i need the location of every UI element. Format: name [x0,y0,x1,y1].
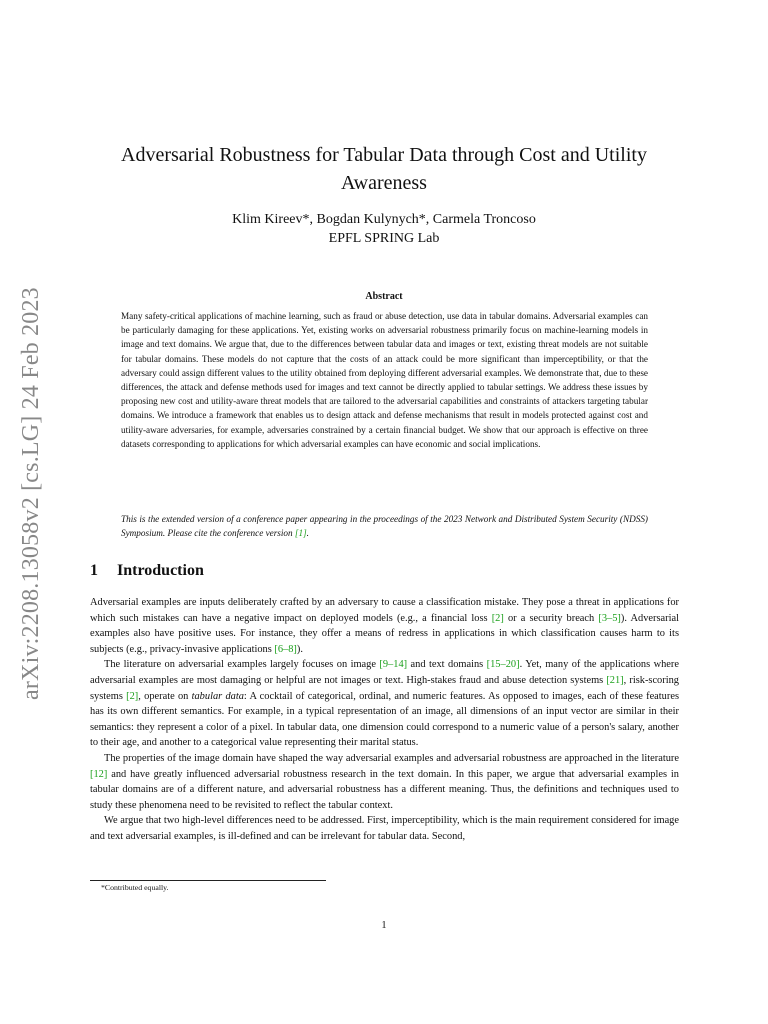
affiliation: EPFL SPRING Lab [328,231,440,246]
footnote: *Contributed equally. [101,883,169,892]
section-body [90,595,679,845]
paragraph [90,657,679,751]
citation-link[interactable]: [6–8] [274,643,297,655]
section-title: Introduction [117,562,204,579]
citation-link[interactable]: [9–14] [379,659,408,671]
section-heading [90,562,204,580]
abstract-text: Many safety-critical applications of machine learning, such as fraud or abuse detection, use data in tabular domains. Adversarial examples can be particularly damaging for these applications. Yet, existing works on adversarial robustness primarily focus on machine-learning models in image and text domains. We argue that, due to the differences between tabular data and images or text, existing threat models are not suitable for tabular domains. These models do not capture that the costs of an attack could be more significant than imperceptibility, or that the adversary could assign different values to the utility obtained from deploying different adversarial examples. We demonstrate that, due to these differences, the attack and defense methods used for images and text cannot be directly applied to tabular settings. We address these issues by proposing new cost and utility-aware threat models that are tailored to the adversarial capabilities and constraints of attackers targeting tabular domains. We introduce a framework that enables us to design attack and defense mechanisms that result in models protected against cost and utility-aware adversaries, for example, adversaries constrained by a certain financial budget. We show that our approach is effective on three datasets corresponding to applications for which adversarial examples can have economic and social implications. [121,311,648,449]
paragraph-text: The literature on adversarial examples largely focuses on image [104,659,380,671]
citation-link[interactable]: [2] [491,612,504,624]
citation-link[interactable]: [15–20] [486,659,520,671]
author-list: Klim Kireev*, Bogdan Kulynych*, Carmela Troncoso [232,212,536,227]
paragraph-text: . Yet, many of the applications where adversarial examples are most damaging or helpful are not images or text. High-stakes fraud and abuse detection systems [90,659,679,686]
paragraph-text: ). Adversarial examples also have positive uses. For instance, they offer a means of redress in applications in which classification causes harm to its subjects (e.g., privacy-invasive applications [90,612,679,655]
footnote-divider [90,880,326,881]
paragraph: We argue that two high-level differences need to be addressed. First, imperceptibility, which is the main requirement considered for image and text adversarial examples, is ill-defined and can be irrelevant for tabular data. Second, [90,815,679,842]
paragraph-text: ). [296,643,303,655]
paragraph-text: or a security breach [503,612,599,624]
citation-link[interactable]: [1] [294,528,307,539]
paragraph-text: : A cocktail of categorical, ordinal, and numeric features. As opposed to images, each of these features has its own different semantics. For example, in a typical representation of an image, all dimensions of an input vector are similar in their semantics: they represent a color of a pixel. In tabular data, one dimension could correspond to a numeric value of a person's salary, another to their age, and another to a categorical value representing their marital status. [90,690,679,749]
emphasized-term: tabular data [191,690,244,702]
conference-note [121,512,648,540]
paragraph-text: and have greatly influenced adversarial robustness research in the text domain. In this paper, we argue that adversarial examples in tabular domains are of a different nature, and adversarial robustness has a different meaning. Thus, the definitions and techniques used to study these phenomena need to be revisited to reflect the tabular context. [90,768,679,811]
paragraph [90,595,679,657]
abstract-heading: Abstract [365,291,403,302]
paragraph [90,751,679,813]
conference-note-text: This is the extended version of a conference paper appearing in the proceedings of the 2023 Network and Distributed System Security (NDSS) Symposium. Please cite the conference version [121,514,648,539]
page-number: 1 [381,920,387,931]
conference-note-end: . [306,528,309,539]
citation-link[interactable]: [21] [606,674,624,686]
paper-title: Adversarial Robustness for Tabular Data through Cost and Utility Awareness [121,144,647,194]
paragraph-text: The properties of the image domain have shaped the way adversarial examples and adversarial robustness are approached in the literature [104,752,679,764]
paragraph-text: , risk-scoring systems [90,674,679,702]
paragraph-text: , operate on [138,690,192,702]
paragraph-text: and text domains [407,659,487,671]
paragraph-text: Adversarial examples are inputs deliberately crafted by an adversary to cause a classification mistake. They pose a threat in applications for which such mistakes can have a negative impact on deployed models (e.g., a financial loss [90,597,679,624]
citation-link[interactable]: [3–5] [598,612,621,624]
arxiv-identifier-stamp: arXiv:2208.13058v2 [cs.LG] 24 Feb 2023 [18,287,44,700]
section-number: 1 [90,562,98,579]
citation-link[interactable]: [12] [90,768,108,780]
citation-link[interactable]: [2] [126,690,139,702]
